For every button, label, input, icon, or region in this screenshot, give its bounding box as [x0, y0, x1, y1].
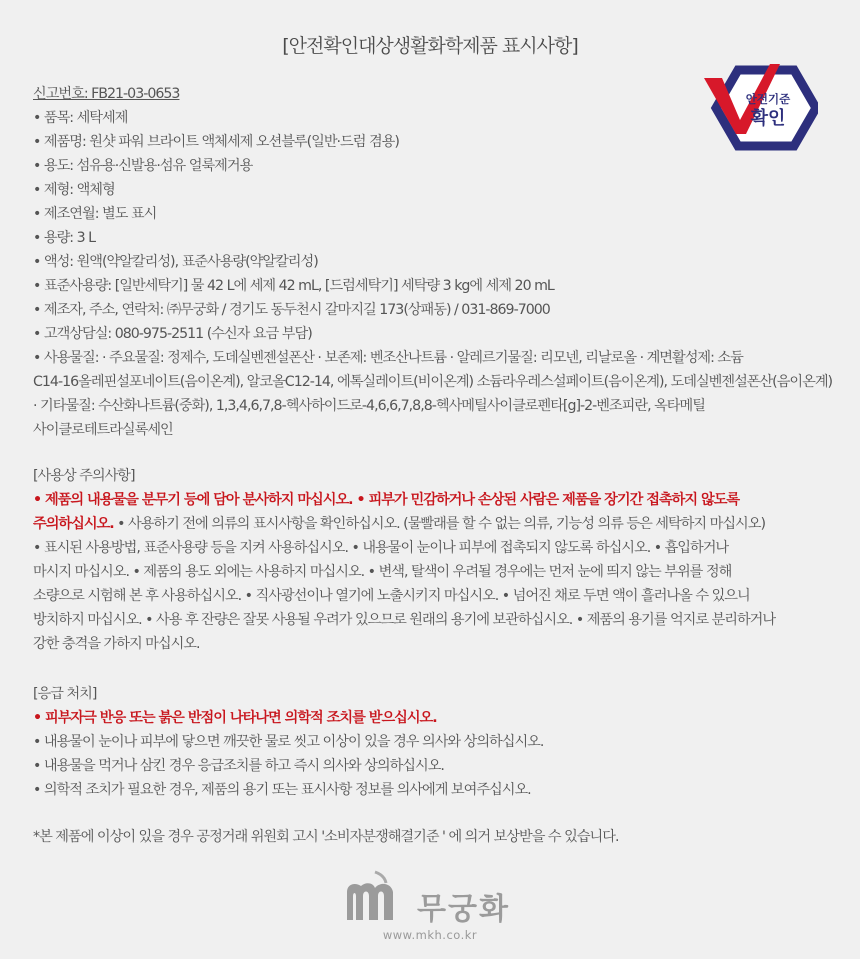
info-line: • 제조자, 주소, 연락처: ㈜무궁화 / 경기도 동두천시 갈마지길 173(상패동) / 031-869-7000 [33, 302, 550, 318]
info-line: • 제품명: 원샷 파워 브라이트 액체세제 오션블루(일반·드럼 겸용) [33, 134, 399, 150]
caution-heading: [사용상 주의사항] [33, 468, 135, 484]
first-aid-warning: • 피부자극 반응 또는 붉은 반점이 나타나면 의학적 조치를 받으십시오. [33, 710, 437, 726]
usage-cautions [33, 464, 833, 656]
info-line: C14-16올레핀설포네이트(음이온계), 알코올C12-14, 에톡실레이트(비이온계) 소듐라우레스설페이트(음이온계), 도데실벤젠설폰산(음이온계) [33, 374, 833, 390]
first-aid-line: • 의학적 조치가 필요한 경우, 제품의 용기 또는 표시사항 정보를 의사에게 보여주십시오. [33, 782, 531, 798]
info-line: · 기타물질: 수산화나트륨(중화), 1,3,4,6,7,8-헥사하이드로-4,6,6,7,8,8-헥사메틸사이클로펜타[g]-2-벤조피란, 옥타메틸 [33, 398, 705, 414]
info-line: • 고객상담실: 080-975-2511 (수신자 요금 부담) [33, 326, 312, 342]
product-info [33, 82, 833, 442]
caution-line: 강한 충격을 가하지 마십시오. [33, 636, 200, 652]
info-line: • 액성: 원액(약알칼리성), 표준사용량(약알칼리성) [33, 254, 318, 270]
first-aid-line: • 내용물이 눈이나 피부에 닿으면 깨끗한 물로 씻고 이상이 있을 경우 의사와 상의하십시오. [33, 734, 544, 750]
caution-line: 마시지 마십시오. • 제품의 용도 외에는 사용하지 마십시오. • 변색, 탈색이 우려될 경우에는 먼저 눈에 띄지 않는 부위를 정해 [33, 564, 732, 580]
page-title: [안전확인대상생활화학제품 표시사항] [282, 35, 578, 57]
brand-logo [345, 868, 525, 928]
caution-line: 방치하지 마십시오. • 사용 후 잔량은 잘못 사용될 우려가 있으므로 원래의 용기에 보관하십시오. • 제품의 용기를 억지로 분리하거나 [33, 612, 776, 628]
first-aid-heading: [응급 처치] [33, 686, 97, 702]
info-line: • 사용물질: · 주요물질: 정제수, 도데실벤젠설폰산 · 보존제: 벤조산나트륨 · 알레르기물질: 리모넨, 리날로올 · 계면활성제: 소듐 [33, 350, 743, 366]
report-number: 신고번호: FB21-03-0653 [33, 86, 180, 102]
info-line: • 품목: 세탁세제 [33, 110, 128, 126]
badge-line1: 안전기준 [745, 92, 791, 106]
info-line: 사이클로테트라실록세인 [33, 422, 173, 438]
caution-text: • 사용하기 전에 의류의 표시사항을 확인하십시오. (물빨래를 할 수 없는 의류, 기능성 의류 등은 세탁하지 마십시오) [113, 516, 765, 532]
first-aid-line: • 내용물을 먹거나 삼킨 경우 응급조치를 하고 즉시 의사와 상의하십시오. [33, 758, 444, 774]
info-line: • 제형: 액체형 [33, 182, 115, 198]
info-line: • 용도: 섬유용·신발용·섬유 얼룩제거용 [33, 158, 253, 174]
info-line: • 제조연월: 별도 표시 [33, 206, 157, 222]
m-logo-icon [345, 868, 409, 924]
caution-warning: 주의하십시오. [33, 516, 114, 532]
caution-line: 소량으로 시험해 본 후 사용하십시오. • 직사광선이나 열기에 노출시키지 마십시오. • 넘어진 채로 두면 액이 흘러나올 수 있으니 [33, 588, 750, 604]
caution-warning: • 제품의 내용물을 분무기 등에 담아 분사하지 마십시오. • 피부가 민감하거나 손상된 사람은 제품을 장기간 접촉하지 않도록 [33, 492, 740, 508]
caution-line: • 표시된 사용방법, 표준사용량 등을 지켜 사용하십시오. • 내용물이 눈이나 피부에 접촉되지 않도록 하십시오. • 흡입하거나 [33, 540, 729, 556]
compensation-note: *본 제품에 이상이 있을 경우 공정거래 위원회 고시 '소비자분쟁해결기준 ' 에 의거 보상받을 수 있습니다. [33, 829, 619, 845]
info-line: • 표준사용량: [일반세탁기] 물 42 L에 세제 42 mL, [드럼세탁기] 세탁량 3 kg에 세제 20 mL [33, 278, 554, 294]
badge-line2: 확인 [750, 108, 786, 129]
info-line: • 용량: 3 L [33, 230, 96, 246]
first-aid [33, 682, 833, 802]
brand-url[interactable]: www.mkh.co.kr [382, 928, 478, 942]
brand-name: 무궁화 [417, 892, 510, 927]
